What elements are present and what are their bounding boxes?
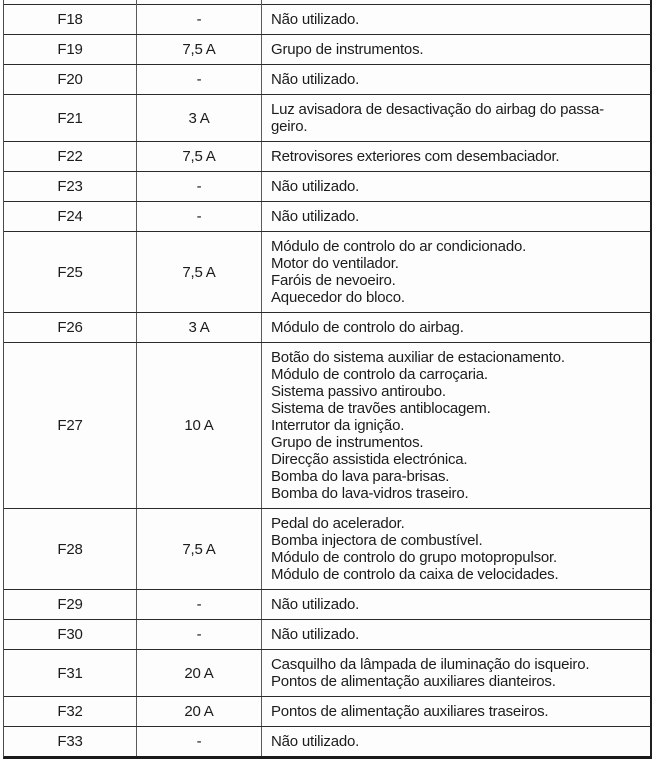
- description-line: Módulo de controlo do ar condicionado.: [271, 238, 527, 255]
- fuse-description-cell: [262, 509, 650, 589]
- fuse-id-cell: F25: [4, 232, 137, 312]
- fuse-description-cell: [262, 620, 650, 649]
- description-line: Não utilizado.: [271, 733, 360, 750]
- description-line: Não utilizado.: [271, 208, 360, 225]
- description-line: Bomba do lava-vidros traseiro.: [271, 485, 469, 502]
- table-row: [4, 650, 650, 697]
- amp-rating-cell: 10 A: [137, 343, 262, 508]
- amp-rating-cell: 7,5 A: [137, 232, 262, 312]
- description-line: Bomba do lava para-brisas.: [271, 468, 450, 485]
- description-line: Não utilizado.: [271, 626, 360, 643]
- fuse-id-cell: F28: [4, 509, 137, 589]
- fuse-id-cell: F24: [4, 202, 137, 231]
- description-line: Módulo de controlo da caixa de velocidades.: [271, 566, 559, 583]
- table-row: [4, 65, 650, 95]
- fuse-description-cell: [262, 650, 650, 696]
- amp-rating-cell: -: [137, 202, 262, 231]
- table-row: [4, 590, 650, 620]
- description-line: Não utilizado.: [271, 71, 360, 88]
- fuse-description-cell: [262, 343, 650, 508]
- fuse-id-cell: F31: [4, 650, 137, 696]
- amp-rating-cell: 3 A: [137, 313, 262, 342]
- table-row: [4, 343, 650, 509]
- fuse-id-cell: F23: [4, 172, 137, 201]
- fuse-id-cell: F26: [4, 313, 137, 342]
- description-line: Grupo de instrumentos.: [271, 41, 424, 58]
- description-line: Sistema de travões antiblocagem.: [271, 400, 491, 417]
- description-line: Não utilizado.: [271, 11, 360, 28]
- fuse-id-cell: F22: [4, 142, 137, 171]
- fuse-description-cell: [262, 202, 650, 231]
- fuse-id-cell: F30: [4, 620, 137, 649]
- fuse-id-cell: F27: [4, 343, 137, 508]
- fuse-description-cell: [262, 65, 650, 94]
- fuse-description-cell: [262, 232, 650, 312]
- fuse-description-cell: [262, 697, 650, 726]
- description-line: Interrutor da ignição.: [271, 417, 405, 434]
- table-row: [4, 35, 650, 65]
- description-line: Módulo de controlo do airbag.: [271, 319, 464, 336]
- description-line: Bomba injectora de combustível.: [271, 532, 483, 549]
- fuse-description-cell: [262, 313, 650, 342]
- table-row: [4, 95, 650, 142]
- table-row: [4, 5, 650, 35]
- description-line: Direcção assistida electrónica.: [271, 451, 468, 468]
- description-line: Faróis de nevoeiro.: [271, 272, 396, 289]
- description-line: Não utilizado.: [271, 178, 360, 195]
- fuse-table: [3, 0, 652, 759]
- amp-rating-cell: 7,5 A: [137, 509, 262, 589]
- description-line: Luz avisadora de desactivação do airbag do passa-: [271, 101, 604, 118]
- fuse-description-cell: [262, 5, 650, 34]
- fuse-description-cell: [262, 590, 650, 619]
- description-line: Aquecedor do bloco.: [271, 289, 405, 306]
- description-line: Sistema passivo antiroubo.: [271, 383, 446, 400]
- fuse-id-cell: F20: [4, 65, 137, 94]
- fuse-id-cell: F29: [4, 590, 137, 619]
- table-row: [4, 313, 650, 343]
- description-line: Módulo de controlo da carroçaria.: [271, 366, 488, 383]
- table-row: [4, 202, 650, 232]
- fuse-description-cell: [262, 727, 650, 756]
- amp-rating-cell: -: [137, 590, 262, 619]
- table-row: [4, 620, 650, 650]
- amp-rating-cell: -: [137, 65, 262, 94]
- fuse-id-cell: F21: [4, 95, 137, 141]
- description-line: Casquilho da lâmpada de iluminação do isqueiro.: [271, 656, 590, 673]
- amp-rating-cell: 7,5 A: [137, 142, 262, 171]
- amp-rating-cell: 3 A: [137, 95, 262, 141]
- fuse-id-cell: F18: [4, 5, 137, 34]
- fuse-description-cell: [262, 172, 650, 201]
- amp-rating-cell: 20 A: [137, 650, 262, 696]
- fuse-description-cell: [262, 142, 650, 171]
- fuse-description-cell: [262, 95, 650, 141]
- table-row: [4, 697, 650, 727]
- description-line: Botão do sistema auxiliar de estacionamento.: [271, 349, 565, 366]
- fuse-id-cell: F32: [4, 697, 137, 726]
- fuse-description-cell: [262, 35, 650, 64]
- table-row: [4, 172, 650, 202]
- table-row: [4, 727, 650, 756]
- fuse-id-cell: F19: [4, 35, 137, 64]
- description-line: Não utilizado.: [271, 596, 360, 613]
- description-line: Pontos de alimentação auxiliares traseiros.: [271, 703, 549, 720]
- table-row: [4, 232, 650, 313]
- amp-rating-cell: 20 A: [137, 697, 262, 726]
- description-line: Módulo de controlo do grupo motopropulsor.: [271, 549, 557, 566]
- table-row: [4, 509, 650, 590]
- amp-rating-cell: 7,5 A: [137, 35, 262, 64]
- description-line: Motor do ventilador.: [271, 255, 399, 272]
- amp-rating-cell: -: [137, 620, 262, 649]
- description-line: Retrovisores exteriores com desembaciador.: [271, 148, 560, 165]
- description-line: Pedal do acelerador.: [271, 515, 405, 532]
- amp-rating-cell: -: [137, 172, 262, 201]
- table-row: [4, 142, 650, 172]
- amp-rating-cell: -: [137, 5, 262, 34]
- fuse-id-cell: F33: [4, 727, 137, 756]
- description-line: Grupo de instrumentos.: [271, 434, 424, 451]
- description-line: geiro.: [271, 118, 308, 135]
- amp-rating-cell: -: [137, 727, 262, 756]
- description-line: Pontos de alimentação auxiliares dianteiros.: [271, 673, 556, 690]
